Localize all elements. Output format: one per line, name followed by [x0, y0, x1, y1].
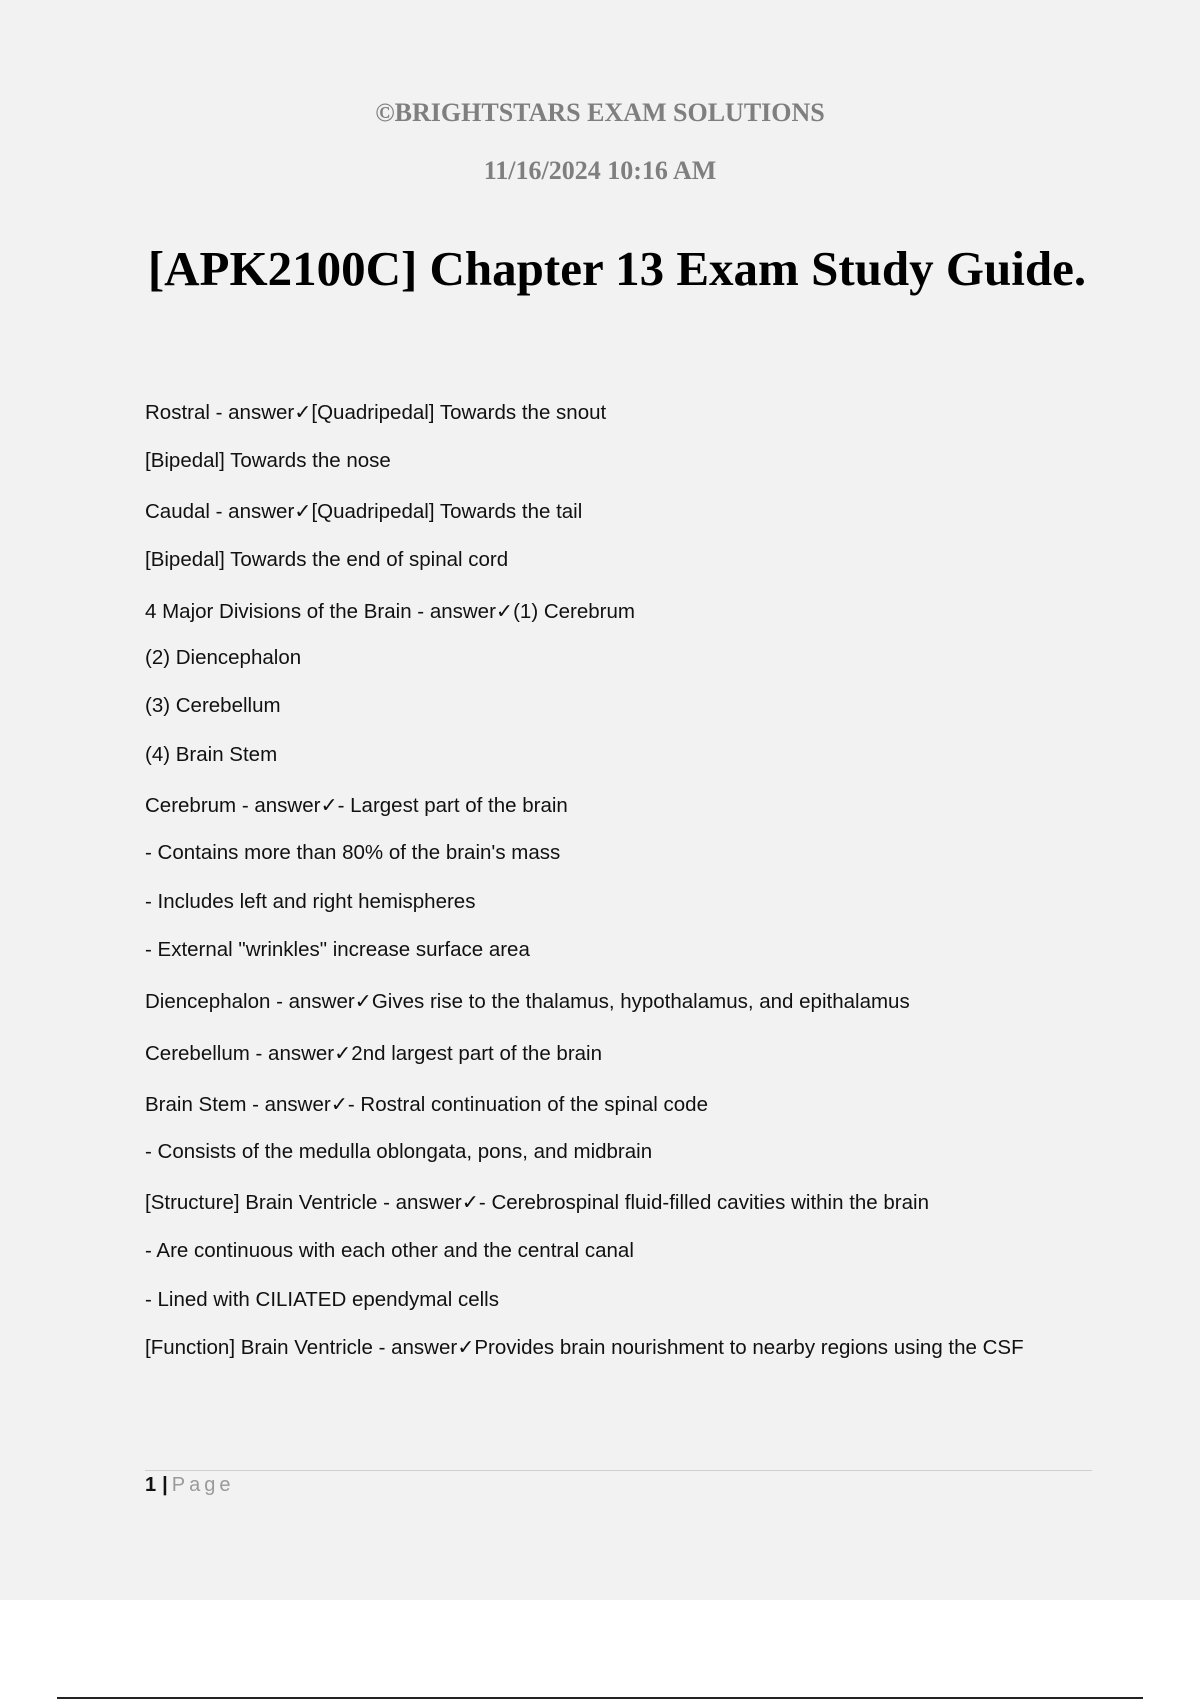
timestamp-header: 11/16/2024 10:16 AM — [483, 156, 717, 185]
document-title: [APK2100C] Chapter 13 Exam Study Guide. — [147, 241, 1087, 296]
footer-divider — [145, 1470, 1092, 1471]
page-label: Page — [171, 1474, 235, 1496]
text-line: [Bipedal] Towards the end of spinal cord — [145, 548, 509, 571]
text-line: Caudal - answer✓[Quadripedal] Towards the tail — [145, 500, 583, 523]
text-line: [Structure] Brain Ventricle - answer✓- Cerebrospinal fluid-filled cavities within the brain — [145, 1191, 929, 1214]
text-line: - Contains more than 80% of the brain's mass — [145, 841, 561, 864]
text-line: (4) Brain Stem — [145, 743, 278, 766]
bottom-divider — [57, 1697, 1143, 1699]
text-line: Cerebellum - answer✓2nd largest part of the brain — [145, 1042, 603, 1065]
text-line: Diencephalon - answer✓Gives rise to the thalamus, hypothalamus, and epithalamus — [145, 990, 910, 1013]
text-line: (2) Diencephalon — [145, 646, 302, 669]
text-line: [Function] Brain Ventricle - answer✓Provides brain nourishment to nearby regions using the CSF — [145, 1336, 1024, 1359]
text-line: Brain Stem - answer✓- Rostral continuation of the spinal code — [145, 1093, 708, 1116]
text-line: Rostral - answer✓[Quadripedal] Towards the snout — [145, 401, 607, 424]
text-line: 4 Major Divisions of the Brain - answer✓(1) Cerebrum — [145, 600, 635, 623]
page-footer — [145, 1474, 234, 1497]
text-line: - Lined with CILIATED ependymal cells — [145, 1288, 499, 1311]
text-line: - External "wrinkles" increase surface area — [145, 938, 530, 961]
text-line: - Are continuous with each other and the central canal — [145, 1239, 634, 1262]
text-line: - Consists of the medulla oblongata, pons, and midbrain — [145, 1140, 653, 1163]
footer-separator: | — [162, 1474, 168, 1496]
text-line: - Includes left and right hemispheres — [145, 890, 476, 913]
text-line: [Bipedal] Towards the nose — [145, 449, 391, 472]
text-line: Cerebrum - answer✓- Largest part of the brain — [145, 794, 568, 817]
text-line: (3) Cerebellum — [145, 694, 281, 717]
copyright-header: ©BRIGHTSTARS EXAM SOLUTIONS — [375, 98, 825, 127]
page-number: 1 — [145, 1474, 157, 1496]
